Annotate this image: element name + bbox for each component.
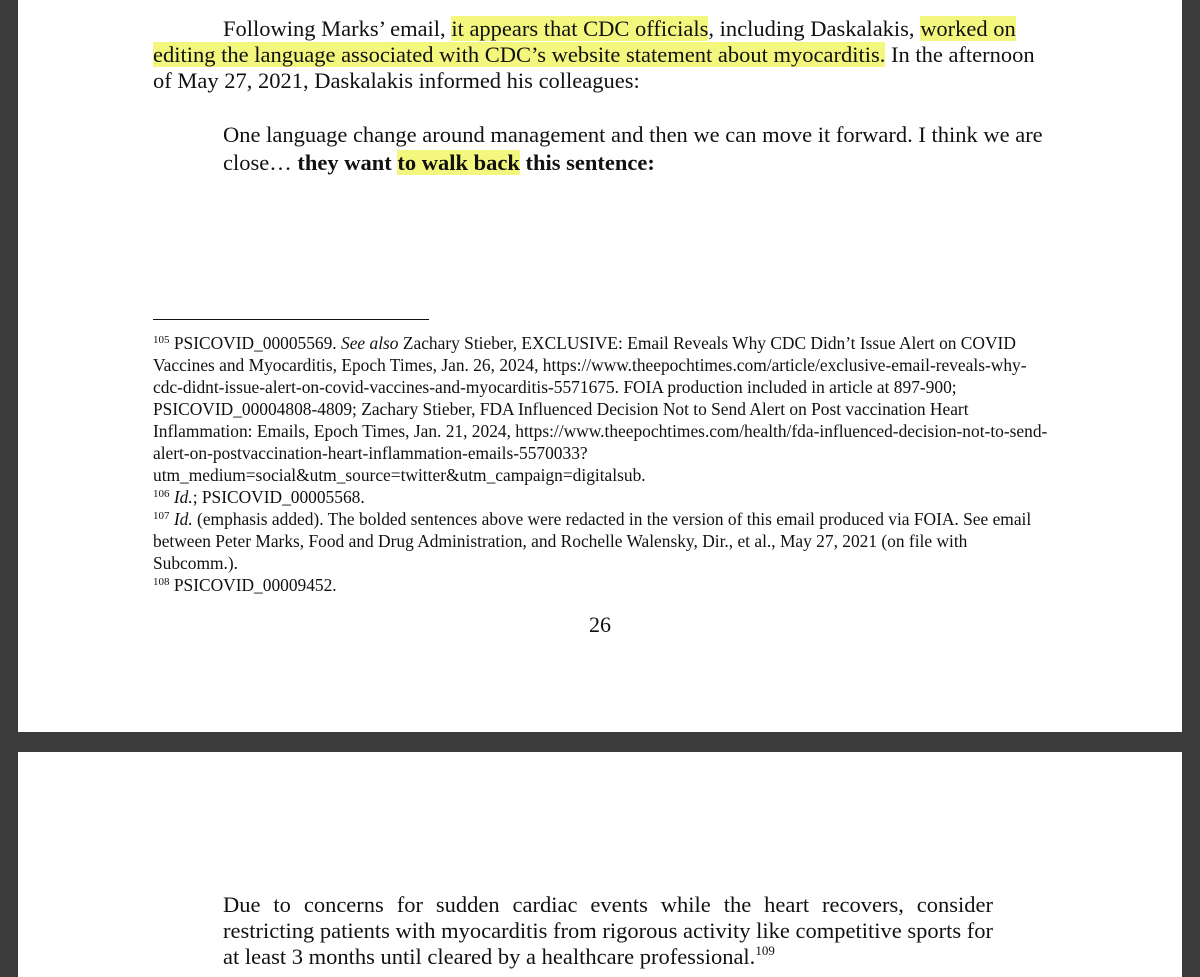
quoted-website-sentence [223, 892, 993, 970]
quote-bold-text-1: they want [297, 150, 398, 175]
document-page-26 [18, 0, 1182, 732]
footnote-106 [153, 486, 1053, 508]
quote-text: One language change around management and then we can move it forward. I think we are close… [223, 122, 1043, 175]
footnote-lead: PSICOVID_00009452. [169, 575, 337, 595]
footnote-italic: Id. [173, 509, 193, 529]
main-paragraph-text-2: , including Daskalakis, [708, 16, 921, 41]
footnote-number: 106 [153, 488, 170, 500]
footnote-italic: See also [341, 333, 399, 353]
main-paragraph-text-1: Following Marks’ email, [223, 16, 452, 41]
footnote-text: (emphasis added). The bolded sentences above were redacted in the version of this email produced via FOIA. See email between Peter Marks, Food and Drug Administration, and Rochelle Walensky, Dir., et al., May 27, 2021 (on file with Subcomm.). [153, 509, 1032, 573]
footnote-divider [153, 319, 429, 320]
footnotes [153, 332, 1053, 596]
footnote-number: 105 [153, 334, 170, 346]
highlight-editing-language: worked on editing the language associated with CDC’s website statement about myocarditis. [153, 16, 1016, 67]
footnote-italic: Id. [173, 487, 193, 507]
footnote-text: ; PSICOVID_00005568. [192, 487, 365, 507]
footnote-text: Zachary Stieber, EXCLUSIVE: Email Reveals Why CDC Didn’t Issue Alert on COVID Vaccines and Myocarditis, Epoch Times, Jan. 26, 2024, https://www.theepochtimes.com/article/exclusive-email-reveals-why-cdc-didnt-issue-alert-on-covid-vaccines-and-myocarditis-5571675. FOIA production included in article at 897-900; PSICOVID_00004808-4809; Zachary Stieber, FDA Influenced Decision Not to Send Alert on Post vaccination Heart Inflammation: Emails, Epoch Times, Jan. 21, 2024, https://www.theepochtimes.com/health/fda-influenced-decision-not-to-send-alert-on-postvaccination-heart-inflammation-emails-5570033?utm_medium=social&utm_source=twitter&utm_campaign=digitalsub. [153, 333, 1048, 485]
footnote-lead: PSICOVID_00005569. [169, 333, 342, 353]
main-paragraph-text-3: In the afternoon of May 27, 2021, Daskalakis informed his colleagues: [153, 42, 1035, 93]
document-page-27 [18, 752, 1182, 977]
footnote-108 [153, 574, 1053, 596]
block-quote [223, 121, 1043, 177]
footnote-number: 108 [153, 576, 170, 588]
highlight-walk-back: to walk back [397, 150, 520, 175]
footnote-reference-109[interactable]: 109 [755, 943, 775, 958]
footnote-107 [153, 508, 1053, 574]
quoted-sentence-text: Due to concerns for sudden cardiac events while the heart recovers, consider restricting patients with myocarditis from rigorous activity like competitive sports for at least 3 months until cleared by a healthcare professional. [223, 892, 993, 969]
page-number: 26 [589, 612, 611, 637]
quote-bold-text-2: this sentence: [519, 150, 655, 175]
footnote-number: 107 [153, 510, 170, 522]
main-paragraph [153, 16, 1043, 94]
highlight-cdc-officials: it appears that CDC officials [451, 16, 709, 41]
footnote-105 [153, 332, 1053, 486]
